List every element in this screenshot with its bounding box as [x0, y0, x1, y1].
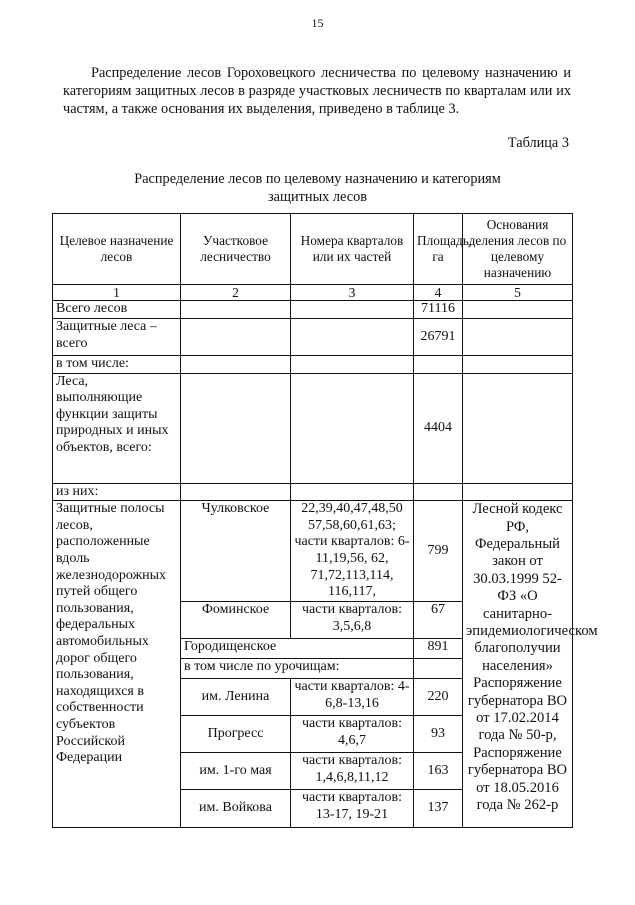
area-cell: 799 [414, 501, 463, 602]
area-cell: 67 [414, 602, 463, 639]
table-label: Таблица 3 [507, 135, 569, 151]
header-area: Площадь, га [414, 214, 463, 285]
header-purpose: Целевое назначение лесов [53, 214, 181, 285]
table-row-all-forests [53, 301, 573, 319]
table-title-line-2: защитных лесов [268, 189, 367, 205]
intro-paragraph: Распределение лесов Гороховецкого лесничества по целевому назначению и категориям защитных лесов в разряде участковых лесничеств по кварталам или их частям, а также основания их выделения, приведено в таблице 3. [63, 65, 571, 117]
area-cell: 163 [414, 753, 463, 790]
row-area: 4404 [414, 373, 463, 483]
tract-name: им. Войкова [181, 790, 291, 828]
table-row-nature-protection [53, 373, 573, 483]
forest-distribution-table [52, 213, 598, 828]
table-row-strips-chulkovskoe [53, 501, 573, 602]
quarters-cell: части кварталов: 4-6,8-13,16 [291, 679, 414, 716]
quarters-cell: части кварталов: 13-17, 19-21 [291, 790, 414, 828]
basis-cell: Лесной кодекс РФ, Федеральный закон от 30.03.1999 52-ФЗ «О санитарно-эпидемиологическом благополучии населения» Распоряжение губернатора ВО от 17.02.2014 года № 50-р, Распоряжение губернатора ВО от 18.05.2016 года № 262-р [463, 501, 573, 828]
table-title-line-1: Распределение лесов по целевому назначению и категориям [134, 171, 501, 187]
quarters-cell: части кварталов: 3,5,6,8 [291, 602, 414, 639]
header-district: Участковое лесничество [181, 214, 291, 285]
table-row-protective-total [53, 319, 573, 356]
row-label: из них: [53, 483, 181, 501]
district-name: Фоминское [181, 602, 291, 639]
column-number-row [53, 285, 573, 301]
row-label: в том числе по урочищам: [181, 659, 414, 679]
row-label: Защитные леса – всего [53, 319, 181, 356]
district-name: Городищенское [181, 639, 414, 659]
quarters-cell: части кварталов: 4,6,7 [291, 716, 414, 753]
row-label: Всего лесов [53, 301, 181, 319]
column-number: 3 [291, 285, 414, 301]
table-row-including [53, 356, 573, 374]
tract-name: им. Ленина [181, 679, 291, 716]
tract-name: Прогресс [181, 716, 291, 753]
row-label: в том числе: [53, 356, 181, 374]
table-header-row [53, 214, 573, 285]
district-name: Чулковское [181, 501, 291, 602]
quarters-cell: части кварталов: 1,4,6,8,11,12 [291, 753, 414, 790]
column-number: 4 [414, 285, 463, 301]
header-quarters: Номера кварталов или их частей [291, 214, 414, 285]
row-label: Леса, выполняющие функции защиты природных и иных объектов, всего: [53, 373, 181, 483]
column-number: 2 [181, 285, 291, 301]
area-cell: 93 [414, 716, 463, 753]
area-cell: 137 [414, 790, 463, 828]
quarters-cell: 22,39,40,47,48,50 57,58,60,61,63; части кварталов: 6-11,19,56, 62, 71,72,113,114, 116,117, [291, 501, 414, 602]
area-cell: 891 [414, 639, 463, 659]
page-number: 15 [311, 16, 324, 30]
row-area: 71116 [414, 301, 463, 319]
row-label-protective-strips: Защитные полосы лесов, расположенные вдоль железнодорожных путей общего пользования, федеральных автомобильных дорог общего пользования, находящихся в собственности субъектов Российской Федерации [53, 501, 181, 828]
column-number: 5 [463, 285, 573, 301]
area-cell: 220 [414, 679, 463, 716]
table-row-of-them [53, 483, 573, 501]
tract-name: им. 1-го мая [181, 753, 291, 790]
table-title [0, 170, 635, 206]
header-basis: Основания деления лесов по целевому назначению [463, 214, 573, 285]
row-area: 26791 [414, 319, 463, 356]
column-number: 1 [53, 285, 181, 301]
